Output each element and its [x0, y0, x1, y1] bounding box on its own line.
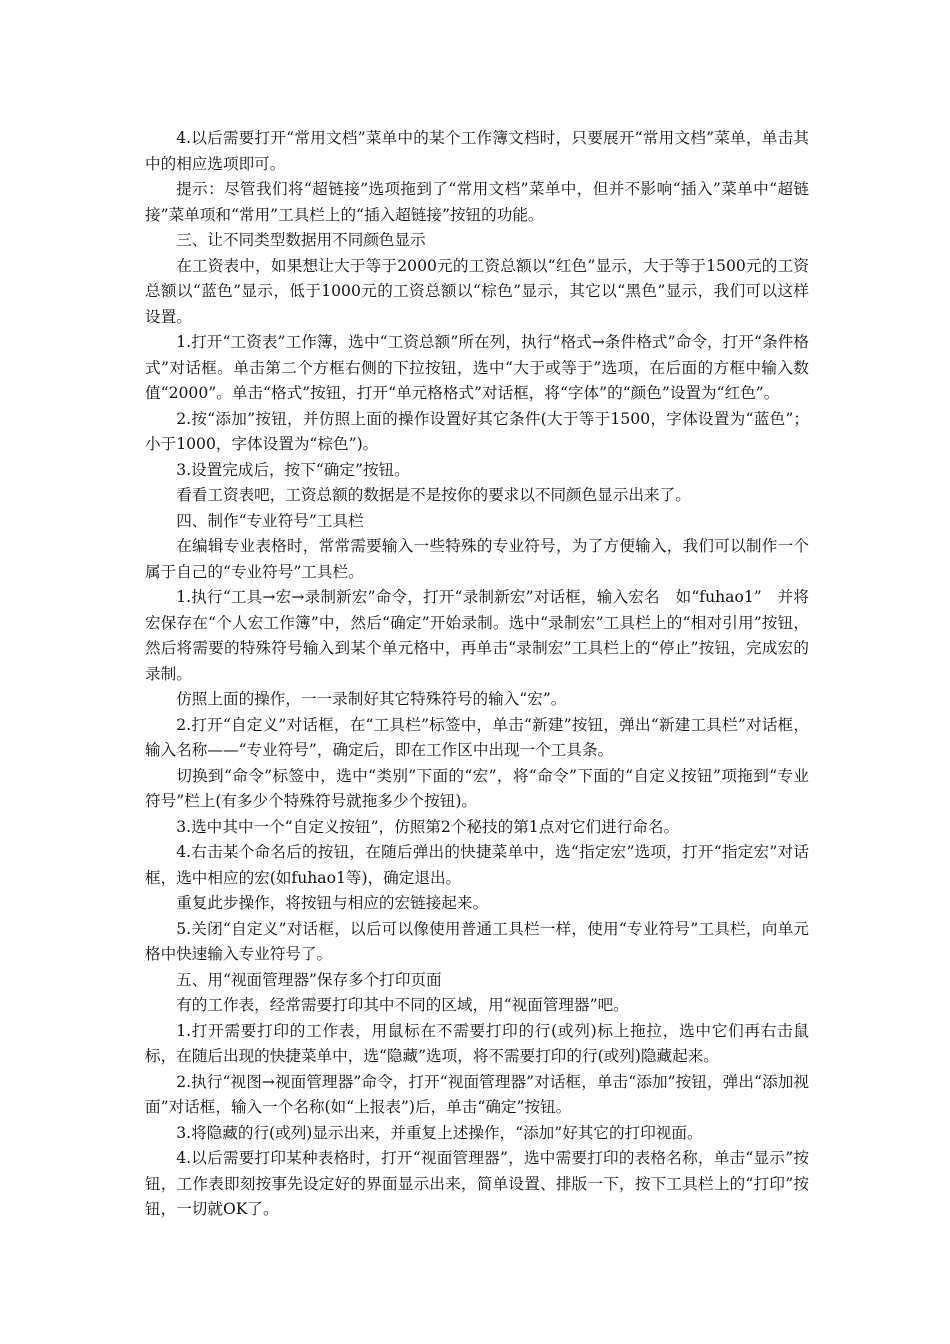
paragraph-22: 2.执行“视图→视面管理器”命令，打开“视面管理器”对话框，单击“添加”按钮，弹出“添加视面”对话框，输入一个名称(如“上报表”)后，单击“确定”按钮。	[145, 1072, 809, 1116]
paragraph-12: 仿照上面的操作，一一录制好其它特殊符号的输入“宏”。	[176, 690, 567, 708]
paragraph-21: 1.打开需要打印的工作表，用鼠标在不需要打印的行(或列)标上拖拉，选中它们再右击鼠标，在随后出现的快捷菜单中，选“隐藏”选项，将不需要打印的行(或列)隐藏起来。	[145, 1021, 809, 1065]
paragraph-14: 切换到“命令”标签中，选中“类别”下面的“宏”，将“命令”下面的“自定义按钮”项拖到“专业符号”栏上(有多少个特殊符号就拖多少个按钮)。	[145, 766, 809, 810]
section-heading-4: 四、制作“专业符号”工具栏	[176, 511, 364, 530]
paragraph-8: 看看工资表吧，工资总额的数据是不是按你的要求以不同颜色显示出来了。	[176, 486, 691, 504]
document-page	[145, 126, 809, 1223]
paragraph-18: 5.关闭“自定义”对话框，以后可以像使用普通工具栏一样，使用“专业符号”工具栏，向单元格中快速输入专业符号了。	[145, 919, 809, 963]
paragraph-11: 1.执行“工具→宏→录制新宏”命令，打开“录制新宏”对话框，输入宏名 如“fuhao1” 并将宏保存在“个人宏工作簿”中，然后“确定”开始录制。选中“录制宏”工具栏上的“相对引用”按钮，然后将需要的特殊符号输入到某个单元格中，再单击“录制宏”工具栏上的“停止”按钮，完成宏的录制。	[145, 588, 809, 683]
paragraph-6: 2.按“添加”按钮，并仿照上面的操作设置好其它条件(大于等于1500，字体设置为“蓝色”；小于1000，字体设置为“棕色”)。	[145, 409, 809, 453]
paragraph-24: 4.以后需要打印某种表格时，打开“视面管理器”，选中需要打印的表格名称，单击“显示”按钮，工作表即刻按事先设定好的界面显示出来，简单设置、排版一下，按下工具栏上的“打印”按钮，一切就OK了。	[145, 1149, 809, 1218]
paragraph-1: 4.以后需要打开“常用文档”菜单中的某个工作簿文档时，只要展开“常用文档”菜单，单击其中的相应选项即可。	[145, 129, 809, 173]
paragraph-20: 有的工作表，经常需要打印其中不同的区域，用“视面管理器”吧。	[176, 996, 629, 1014]
paragraph-13: 2.打开“自定义”对话框，在“工具栏”标签中，单击“新建”按钮，弹出“新建工具栏”对话框，输入名称——“专业符号”，确定后，即在工作区中出现一个工具条。	[145, 715, 809, 759]
paragraph-5: 1.打开“工资表”工作簿，选中“工资总额”所在列，执行“格式→条件格式”命令，打开“条件格式”对话框。单击第二个方框右侧的下拉按钮，选中“大于或等于”选项，在后面的方框中输入数值“2000”。单击“格式”按钮，打开“单元格格式”对话框，将“字体”的“颜色”设置为“红色”。	[145, 333, 809, 402]
paragraph-23: 3.将隐藏的行(或列)显示出来，并重复上述操作，“添加”好其它的打印视面。	[176, 1123, 703, 1142]
paragraph-4: 在工资表中，如果想让大于等于2000元的工资总额以“红色”显示，大于等于1500元的工资总额以“蓝色”显示，低于1000元的工资总额以“棕色”显示，其它以“黑色”显示，我们可以这样设置。	[145, 256, 809, 326]
section-heading-3: 三、让不同类型数据用不同颜色显示	[176, 231, 426, 249]
paragraph-16: 4.右击某个命名后的按钮，在随后弹出的快捷菜单中，选“指定宏”选项，打开“指定宏”对话框，选中相应的宏(如fuhao1等)，确定退出。	[145, 843, 809, 887]
paragraph-10: 在编辑专业表格时，常常需要输入一些特殊的专业符号，为了方便输入，我们可以制作一个属于自己的“专业符号”工具栏。	[145, 537, 809, 581]
paragraph-7: 3.设置完成后，按下“确定”按钮。	[176, 460, 410, 479]
section-heading-5: 五、用“视面管理器”保存多个打印页面	[176, 970, 442, 989]
paragraph-2: 提示：尽管我们将“超链接”选项拖到了“常用文档”菜单中，但并不影响“插入”菜单中“超链接”菜单项和“常用”工具栏上的“插入超链接”按钮的功能。	[145, 180, 809, 224]
paragraph-15: 3.选中其中一个“自定义按钮”，仿照第2个秘技的第1点对它们进行命名。	[176, 817, 680, 836]
paragraph-17: 重复此步操作，将按钮与相应的宏链接起来。	[176, 894, 489, 912]
